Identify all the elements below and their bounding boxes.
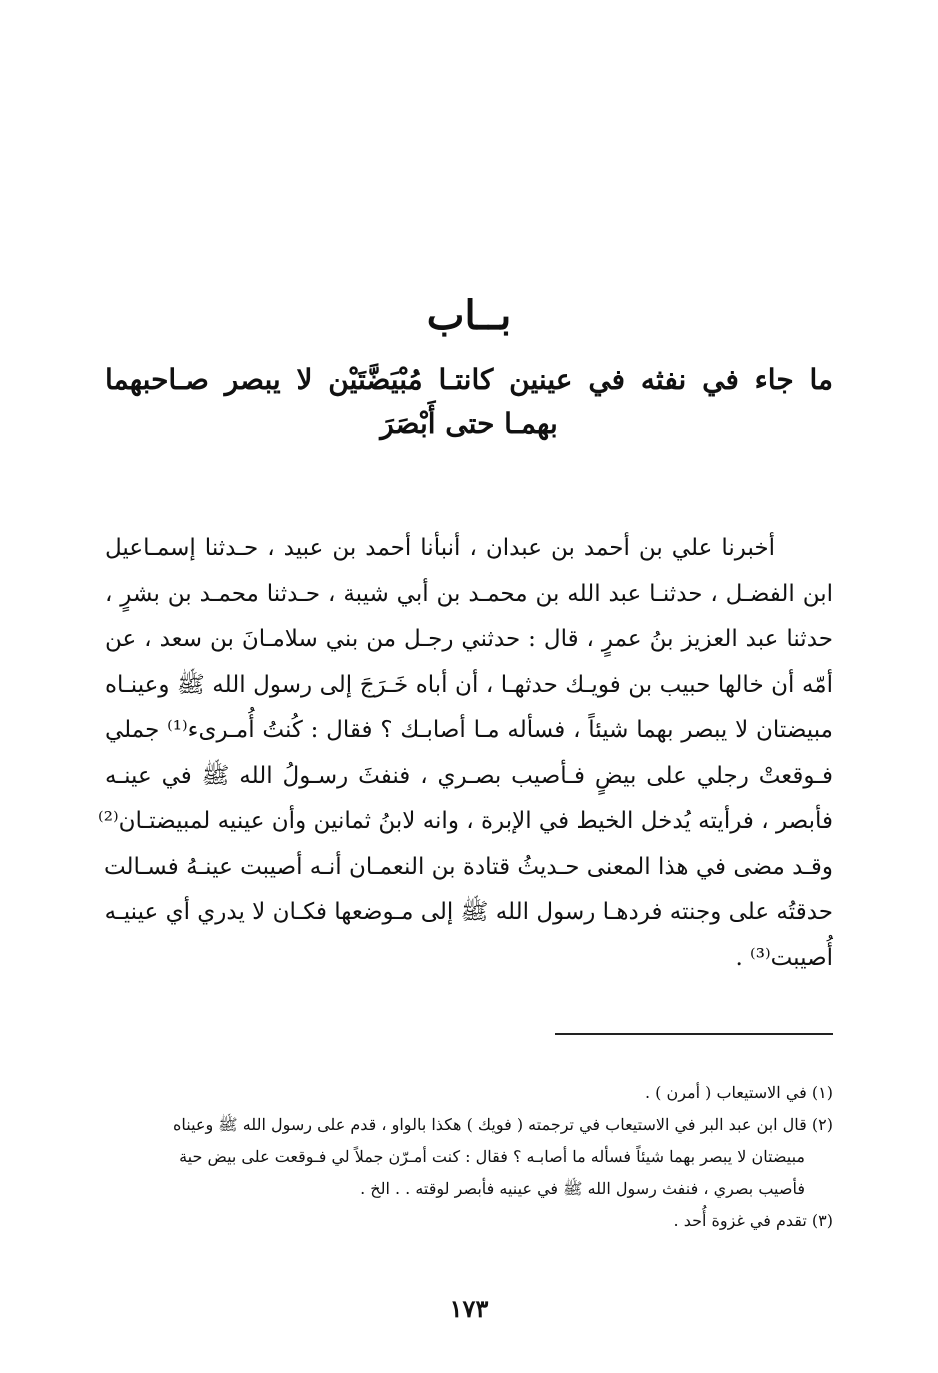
body-line: فـوقعتْ رجلي على بيضٍ فـأصيب بصـري ، فنفثَ رسـولُ الله ﷺ في عينـه xyxy=(105,762,833,789)
body-line: ابن الفضـل ، حدثنـا عبد الله بن محمـد بن أبي شيبة ، حـدثنا محمـد بن بشرٍ ، xyxy=(105,580,833,607)
body-line: حدقتُه على وجنته فردهـا رسول الله ﷺ إلى مـوضعها فكـان لا يدري أي عينيـه xyxy=(104,899,833,925)
body-line: فأبصر ، فرأيته يُدخل الخيط في الإبرة ، وانه لابنُ ثمانين وأن عينيه لمبيضتـان⁽²⁾ xyxy=(98,808,833,834)
footnote-continuation: مبيضتان لا يبصر بهما شيئاً فسأله ما أصابـه ؟ فقال : كنت أمـرّن جملاً لي فـوقعت على بيض حية xyxy=(179,1147,805,1166)
body-line: أُصيبت⁽³⁾ . xyxy=(735,944,833,971)
body-text xyxy=(98,526,833,981)
footnote: (٢) قال ابن عبد البر في الاستيعاب في ترجمته ( فويك ) هكذا بالواو ، قدم على رسول الله ﷺ وعيناه xyxy=(173,1115,833,1134)
footnotes xyxy=(105,1077,833,1237)
page-number: ١٧٣ xyxy=(449,1294,489,1323)
body-line: حدثنا عبد العزيز بنُ عمرٍ ، قال : حدثني رجـل من بني سلامـانَ بن سعد ، عن xyxy=(105,626,833,652)
body-line: وقـد مضى في هذا المعنى حـديثُ قتادة بن النعمـان أنـه أصيبت عينـهُ فسـالت xyxy=(103,853,833,880)
footnote-divider xyxy=(555,1033,833,1035)
body-line: مبيضتان لا يبصر بهما شيئاً ، فسأله مـا أصابـك ؟ فقال : كُنتُ أُمـرىء⁽¹⁾ جملي xyxy=(105,717,833,743)
footnote: (١) في الاستيعاب ( أمرن ) . xyxy=(644,1083,833,1102)
chapter-subtitle: ما جاء في نفثه في عينين كانتـا مُبْيَضَّتَيْن لا يبصر صـاحبهما بهمـا حتى أَبْصَرَ xyxy=(105,363,833,440)
chapter-heading: بــاب xyxy=(426,292,512,339)
footnote-continuation: فأصيب بصري ، فنفث رسول الله ﷺ في عينيه فأبصر لوقته . . الخ . xyxy=(360,1179,805,1198)
footnote: (٣) تقدم في غزوة أُحد . xyxy=(673,1211,833,1230)
body-line: أمّه أن خالها حبيب بن فويـك حدثهـا ، أن أباه خَـرَجَ إلى رسول الله ﷺ وعينـاه xyxy=(105,671,833,698)
body-line: أخبرنا علي بن أحمد بن عبدان ، أنبأنا أحمد بن عبيد ، حـدثنا إسمـاعيل xyxy=(105,535,775,561)
